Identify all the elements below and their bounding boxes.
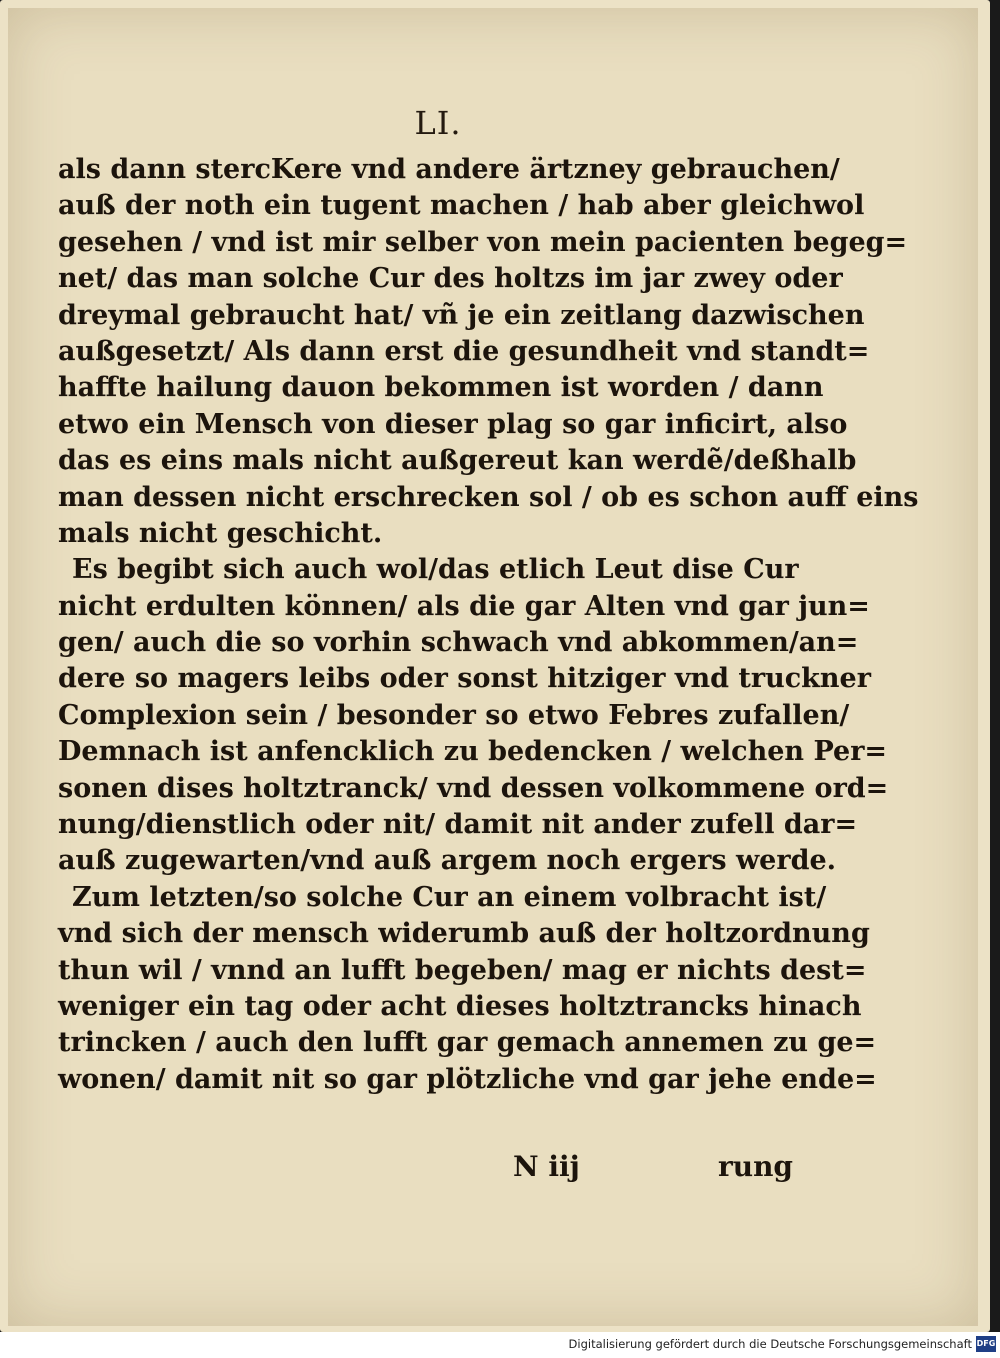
signature-mark: N iij — [513, 1150, 580, 1183]
page-paper — [8, 8, 978, 1326]
funding-credit: Digitalisierung gefördert durch die Deutsche Forschungsgemeinschaft — [568, 1337, 972, 1351]
text-line: das es eins mals nicht außgereut kan werdẽ/deßhalb — [58, 445, 857, 477]
text-line: nung/dienstlich oder nit/ damit nit ander zufell dar= — [58, 809, 858, 841]
text-line: vnd sich der mensch widerumb auß der holtzordnung — [58, 918, 870, 950]
text-line: net/ das man solche Cur des holtzs im jar zwey oder — [58, 263, 843, 295]
dfg-logo: DFG — [976, 1336, 996, 1352]
text-line: trincken / auch den lufft gar gemach annemen zu ge= — [58, 1027, 877, 1059]
text-line: gesehen / vnd ist mir selber von mein pacienten begeg= — [58, 226, 908, 258]
text-line: weniger ein tag oder acht dieses holtztrancks hinach — [58, 990, 862, 1022]
text-line: Zum letzten/so solche Cur an einem volbracht ist/ — [72, 881, 827, 913]
text-line: gen/ auch die so vorhin schwach vnd abkommen/an= — [58, 627, 859, 659]
text-line: als dann stercKere vnd andere ärtzney gebrauchen/ — [58, 154, 840, 185]
text-line: außgesetzt/ Als dann erst die gesundheit vnd standt= — [58, 335, 870, 367]
text-line: wonen/ damit nit so gar plötzliche vnd gar jehe ende= — [58, 1063, 877, 1095]
body-text — [58, 152, 919, 1098]
text-line: Demnach ist anfencklich zu bedencken / welchen Per= — [58, 736, 888, 768]
catchword: rung — [717, 1150, 793, 1183]
page-footer-line — [58, 1147, 793, 1187]
text-line: Complexion sein / besonder so etwo Febres zufallen/ — [58, 699, 850, 731]
text-line: Es begibt sich auch wol/das etlich Leut dise Cur — [72, 554, 799, 586]
text-line: auß der noth ein tugent machen / hab aber gleichwol — [58, 190, 865, 222]
text-line: auß zugewarten/vnd auß argem noch ergers werde. — [58, 845, 837, 877]
credit-bar — [0, 1332, 1000, 1358]
text-line: man dessen nicht erschrecken sol / ob es schon auff eins — [58, 481, 919, 513]
text-line: thun wil / vnnd an lufft begeben/ mag er nichts dest= — [58, 954, 867, 986]
folio-number: LI. — [414, 104, 462, 142]
text-line: mals nicht geschicht. — [58, 517, 383, 549]
text-line: etwo ein Mensch von dieser plag so gar inficirt, also — [58, 408, 848, 440]
text-line: dere so magers leibs oder sonst hitziger vnd truckner — [58, 663, 871, 695]
text-line: dreymal gebraucht hat/ vñ je ein zeitlang dazwischen — [58, 299, 865, 331]
text-line: nicht erdulten können/ als die gar Alten vnd gar jun= — [58, 590, 870, 622]
text-line: sonen dises holtztranck/ vnd dessen volkommene ord= — [58, 772, 889, 804]
text-line: haffte hailung dauon bekommen ist worden / dann — [58, 372, 824, 404]
